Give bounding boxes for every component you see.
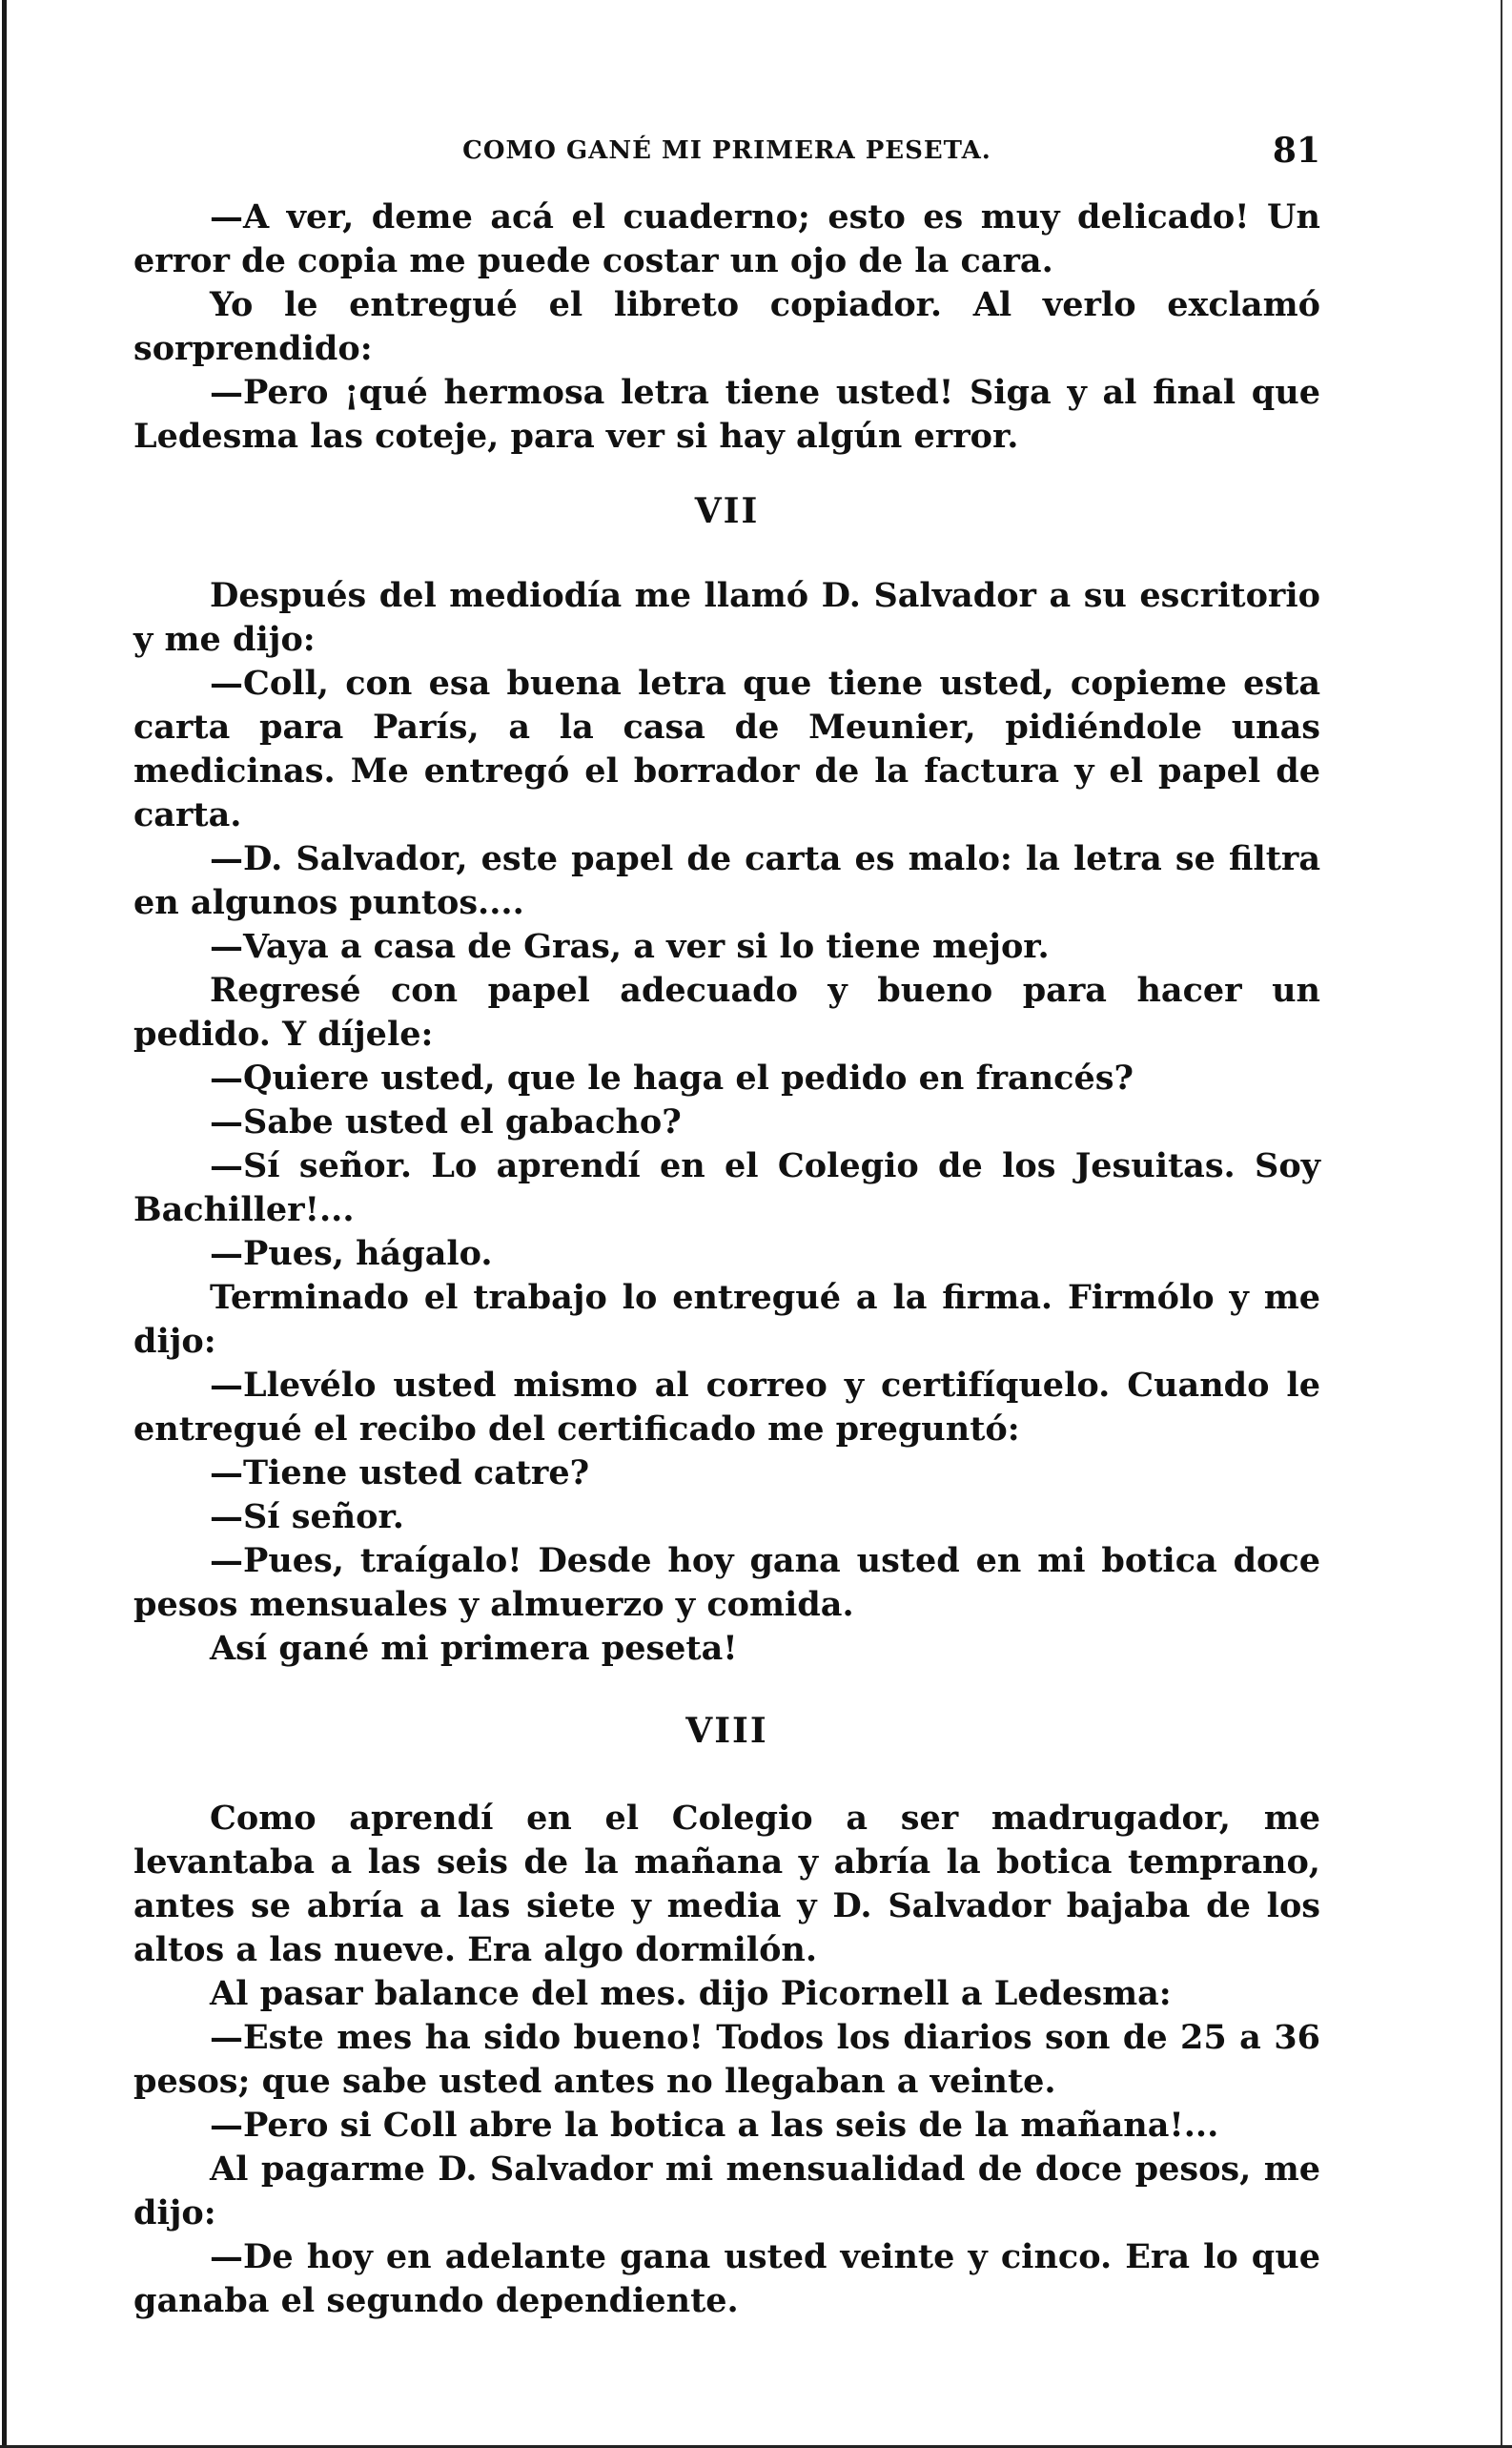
paragraph: Como aprendí en el Colegio a ser madrugador, me levantaba a las seis de la mañana y abría la botica temprano, antes se abría a las siete y media y D. Salvador bajaba de los altos a las nueve. Era algo dormilón. <box>133 1799 1320 1969</box>
paragraph: —Tiene usted catre? <box>210 1453 590 1492</box>
running-header <box>133 129 1320 186</box>
running-title: COMO GANÉ MI PRIMERA PESETA. <box>462 136 991 165</box>
paragraph: Regresé con papel adecuado y bueno para hacer un pedido. Y díjele: <box>133 971 1320 1054</box>
paragraph: —Pero si Coll abre la botica a las seis de la mañana!... <box>210 2106 1219 2145</box>
paragraph: —Sí señor. Lo aprendí en el Colegio de los Jesuitas. Soy Bachiller!... <box>133 1146 1320 1229</box>
scan-right-edge <box>1501 0 1502 2448</box>
paragraph: —De hoy en adelante gana usted veinte y cinco. Era lo que ganaba el segundo dependiente. <box>133 2237 1320 2320</box>
paragraph: Así gané mi primera peseta! <box>210 1629 738 1668</box>
paragraph: —Vaya a casa de Gras, a ver si lo tiene mejor. <box>210 927 1050 966</box>
paragraph: —Este mes ha sido bueno! Todos los diarios son de 25 a 36 pesos; que sabe usted antes no llegaban a veinte. <box>133 2018 1320 2101</box>
paragraph: Después del mediodía me llamó D. Salvador a su escritorio y me dijo: <box>133 576 1320 659</box>
paragraph: —Quiere usted, que le haga el pedido en francés? <box>210 1059 1134 1098</box>
paragraph: Al pagarme D. Salvador mi mensualidad de doce pesos, me dijo: <box>133 2150 1320 2232</box>
paragraph: —Pues, traígalo! Desde hoy gana usted en mi botica doce pesos mensuales y almuerzo y comida. <box>133 1541 1320 1624</box>
section-viii-body <box>133 1797 1320 2323</box>
section-heading-vii: VII <box>694 491 760 531</box>
paragraph: Terminado el trabajo lo entregué a la firma. Firmólo y me dijo: <box>133 1278 1320 1361</box>
page-number: 81 <box>1272 131 1320 171</box>
paragraph: —A ver, deme acá el cuaderno; esto es muy delicado! Un error de copia me puede costar un ojo de la cara. <box>133 197 1320 280</box>
paragraph: —Llevélo usted mismo al correo y certifíquelo. Cuando le entregué el recibo del certificado me preguntó: <box>133 1366 1320 1449</box>
paragraph: —D. Salvador, este papel de carta es malo: la letra se filtra en algunos puntos.... <box>133 839 1320 922</box>
scan-left-edge <box>2 0 7 2448</box>
book-page <box>133 129 1320 2323</box>
paragraph: —Pero ¡qué hermosa letra tiene usted! Siga y al final que Ledesma las coteje, para ver si hay algún error. <box>133 373 1320 456</box>
paragraph: —Coll, con esa buena letra que tiene usted, copieme esta carta para París, a la casa de Meunier, pidiéndole unas medicinas. Me entregó el borrador de la factura y el papel de carta. <box>133 664 1320 834</box>
paragraph: —Pues, hágalo. <box>210 1234 493 1273</box>
paragraph: —Sí señor. <box>210 1497 404 1536</box>
paragraph: —Sabe usted el gabacho? <box>210 1102 682 1142</box>
paragraph: Al pasar balance del mes. dijo Picornell a Ledesma: <box>210 1974 1172 2013</box>
intro-block <box>133 195 1320 459</box>
section-heading-viii: VIII <box>685 1711 768 1751</box>
section-vii-body <box>133 574 1320 1671</box>
paragraph: Yo le entregué el libreto copiador. Al verlo exclamó sorprendido: <box>133 285 1320 368</box>
